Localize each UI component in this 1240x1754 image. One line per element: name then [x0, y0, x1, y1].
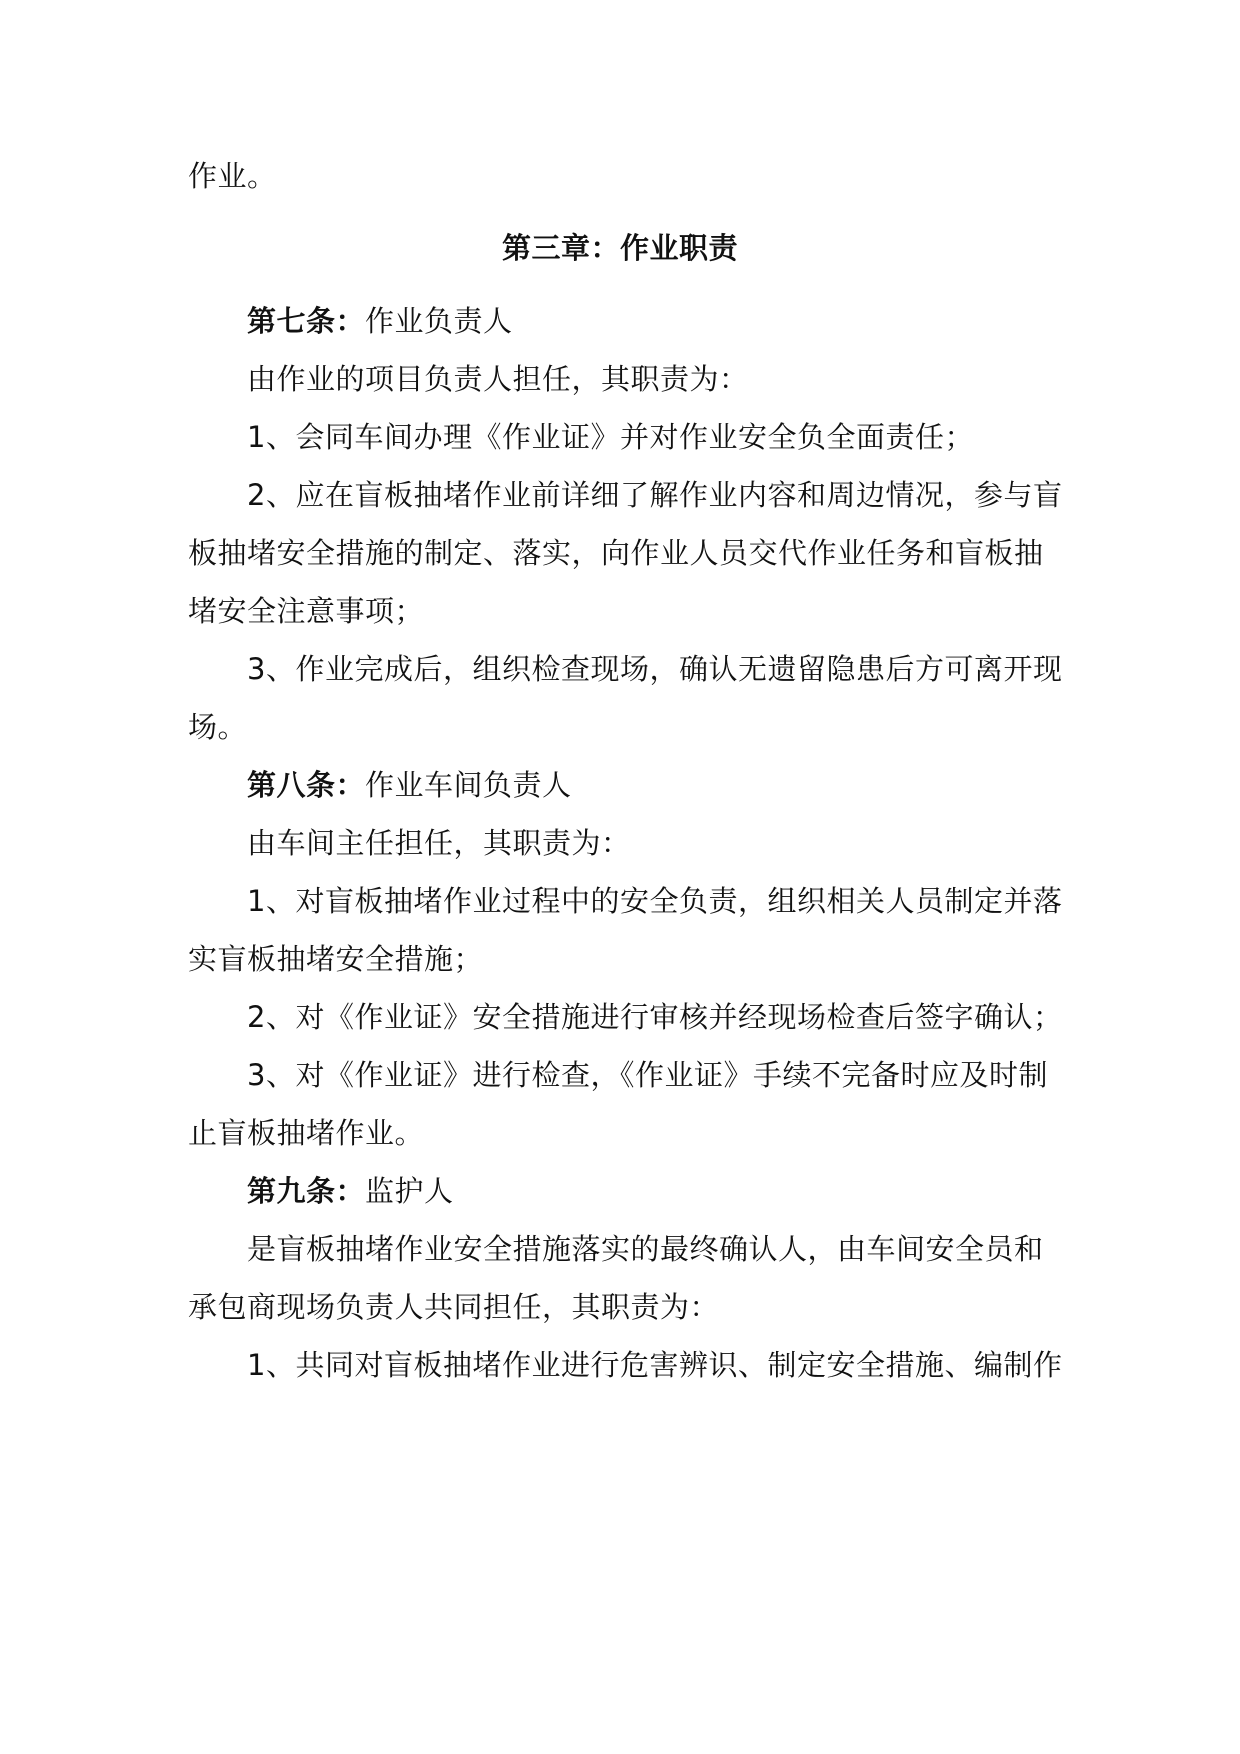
chapter-title: 第三章：作业职责	[501, 231, 738, 265]
paragraph-line: 是盲板抽堵作业安全措施落实的最终确认人，由车间安全员和	[247, 1232, 1044, 1266]
paragraph-line: 3、作业完成后，组织检查现场，确认无遗留隐患后方可离开现	[247, 652, 1063, 686]
paragraph-line: 实盲板抽堵安全措施；	[188, 942, 484, 976]
paragraph-line: 止盲板抽堵作业。	[188, 1116, 425, 1150]
paragraph-line: 由作业的项目负责人担任，其职责为：	[247, 362, 749, 396]
paragraph-line: 2、对《作业证》安全措施进行审核并经现场检查后签字确认；	[247, 1000, 1063, 1034]
paragraph-line: 板抽堵安全措施的制定、落实，向作业人员交代作业任务和盲板抽	[188, 536, 1044, 570]
paragraph-line: 作业。	[188, 159, 277, 193]
paragraph-line: 由车间主任担任，其职责为：	[247, 826, 631, 860]
paragraph-line: 1、共同对盲板抽堵作业进行危害辨识、制定安全措施、编制作	[247, 1348, 1063, 1382]
paragraph-line: 场。	[188, 710, 248, 744]
paragraph-line: 堵安全注意事项；	[188, 594, 425, 628]
article-7-heading	[247, 301, 1058, 341]
paragraph-line: 3、对《作业证》进行检查，《作业证》手续不完备时应及时制	[247, 1058, 1048, 1092]
paragraph-line: 1、对盲板抽堵作业过程中的安全负责，组织相关人员制定并落	[247, 884, 1063, 918]
article-7-title: 作业负责人	[365, 304, 513, 338]
article-8-heading	[247, 765, 1058, 805]
article-8-label: 第八条：	[247, 768, 366, 802]
paragraph-line: 2、应在盲板抽堵作业前详细了解作业内容和周边情况，参与盲	[247, 478, 1063, 512]
article-9-title: 监护人	[365, 1174, 454, 1208]
article-8-title: 作业车间负责人	[365, 768, 572, 802]
article-9-label: 第九条：	[247, 1174, 366, 1208]
paragraph-line: 承包商现场负责人共同担任，其职责为：	[188, 1290, 720, 1324]
article-9-heading	[247, 1171, 1058, 1211]
article-7-label: 第七条：	[247, 304, 366, 338]
paragraph-line: 1、会同车间办理《作业证》并对作业安全负全面责任；	[247, 420, 974, 454]
